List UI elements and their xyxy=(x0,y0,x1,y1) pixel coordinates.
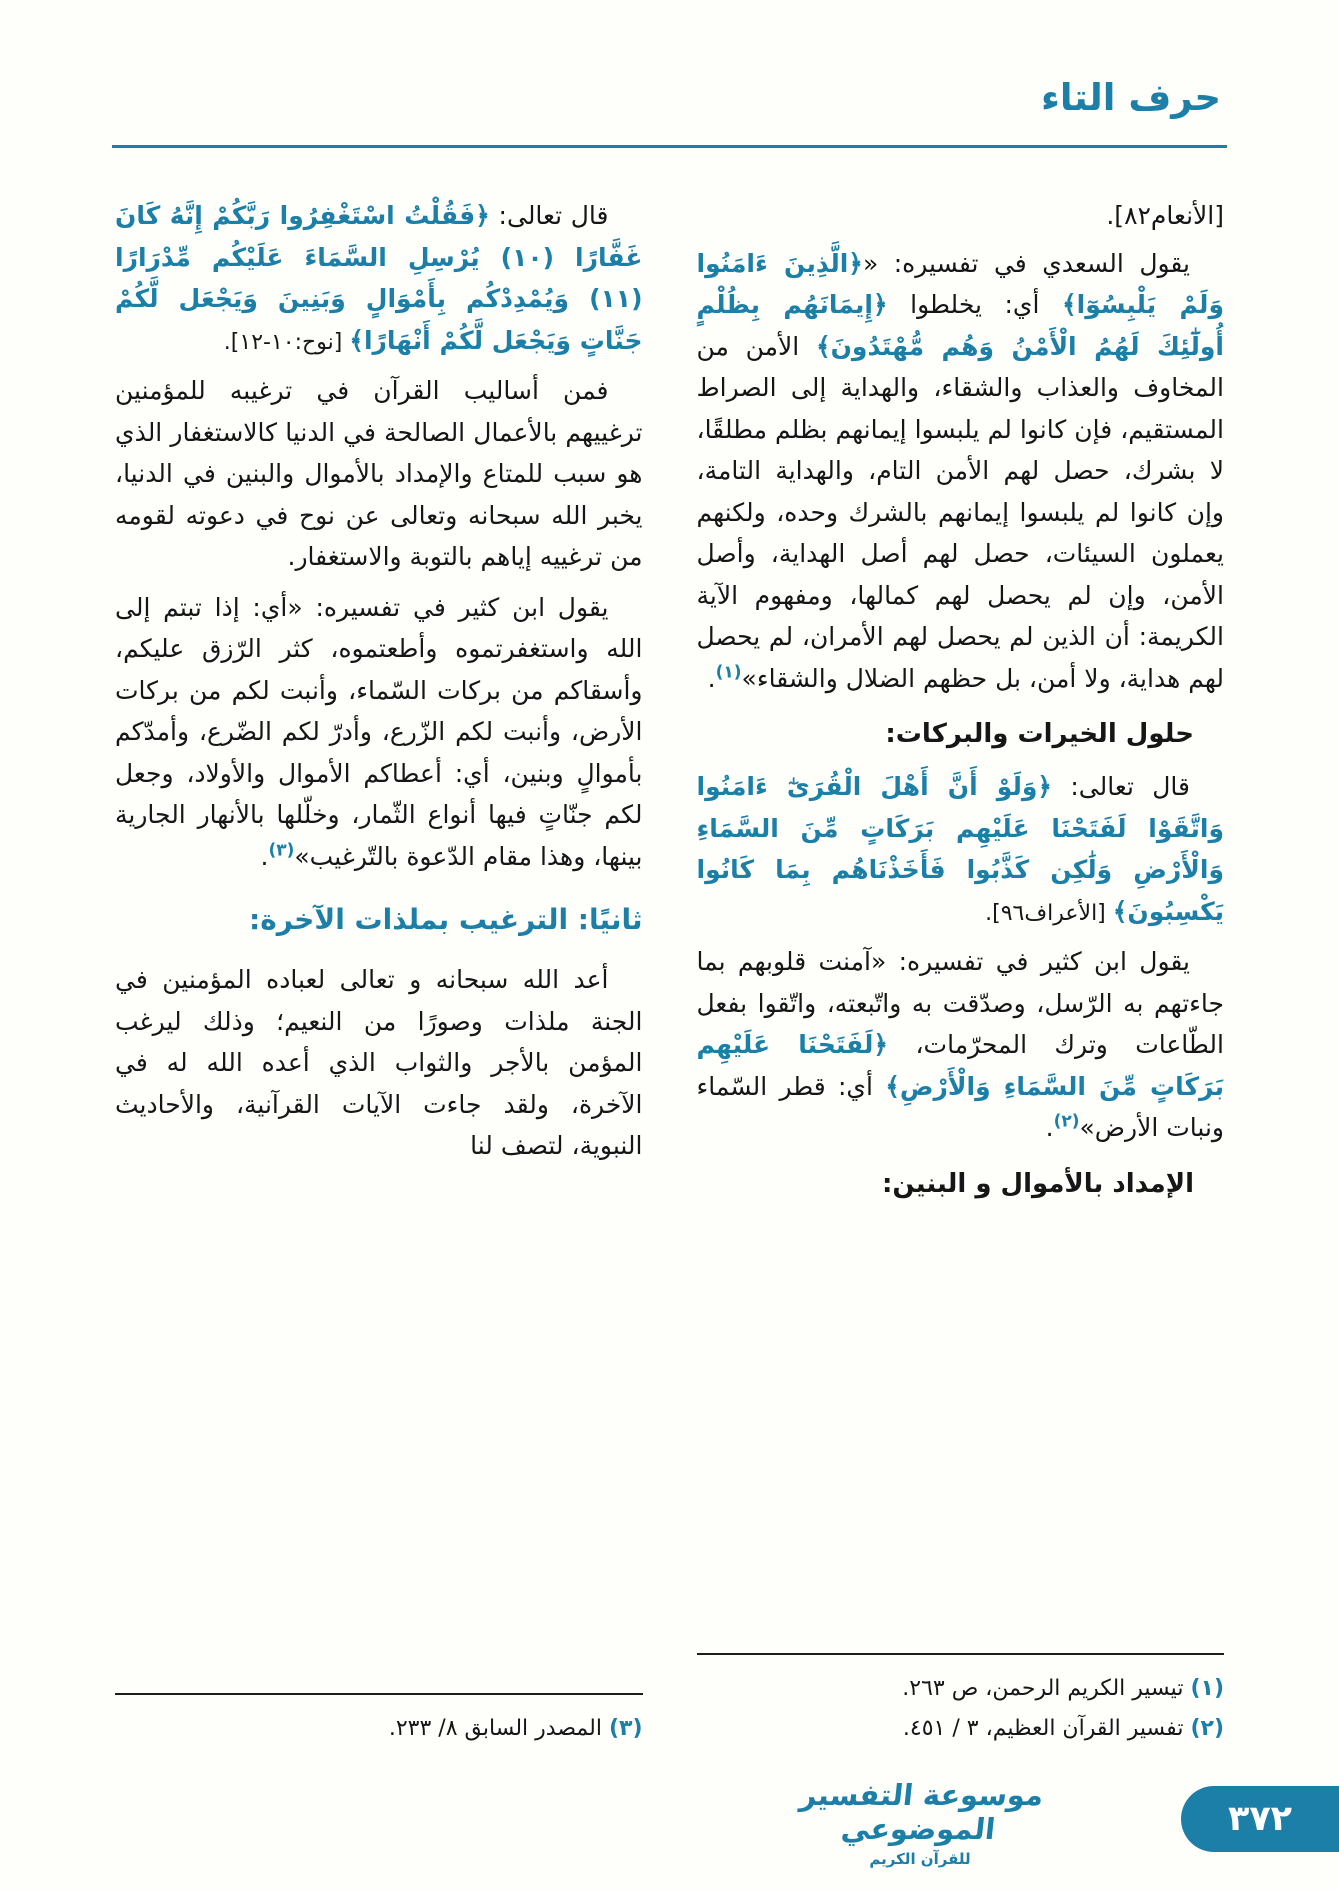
page-number-badge xyxy=(1181,1786,1339,1852)
paradise-paragraph xyxy=(115,959,643,1167)
header-rule xyxy=(112,145,1227,148)
section-heading-blessings xyxy=(697,713,1225,756)
text-run: . xyxy=(260,841,269,871)
araf-verse xyxy=(697,766,1225,932)
chapter-header xyxy=(1041,76,1221,119)
text-run: قال تعالى: xyxy=(489,201,609,230)
publisher-logo-text: موسوعة التفسير الموضوعي xyxy=(798,1778,1046,1846)
text-run: يقول السعدي في تفسيره: « xyxy=(862,248,1191,278)
footnote-marker: (١) xyxy=(1190,1675,1224,1701)
chapter-title: حرف التاء xyxy=(1040,76,1221,119)
footnote-text: تفسير القرآن العظيم، ٣ / ٤٥١. xyxy=(902,1716,1191,1742)
encouragement-paragraph xyxy=(115,370,643,578)
footnote-list xyxy=(697,1669,1225,1750)
text-run: فمن أساليب القرآن في ترغيبه للمؤمنين ترغييهم بالأعمال الصالحة في الدنيا كالاستغفار الذي هو سبب للمتاع والإمداد بالأموال والبنين في الدنيا، يخبر الله سبحانه وتعالى عن نوح في دعوته لقومه من ترغييه إياهم بالتوبة والاستغفار. xyxy=(115,376,643,572)
right-footnotes xyxy=(697,1653,1225,1750)
quran-verse: ﴿فَقُلْتُ اسْتَغْفِرُوا رَبَّكُمْ إِنَّهُ كَانَ غَفَّارًا (١٠) يُرْسِلِ السَّمَاءَ عَلَيْكُم مِّدْرَارًا (١١) وَيُمْدِدْكُم بِأَمْوَالٍ وَبَنِينَ وَيَجْعَل لَّكُمْ جَنَّاتٍ وَيَجْعَل لَّكُمْ أَنْهَارًا﴾ xyxy=(115,201,643,355)
text-run: قال تعالى: xyxy=(1052,772,1190,802)
text-run: أي: قطر السّماء ونبات الأرض» xyxy=(696,1071,1224,1143)
text-run: يقول ابن كثير في تفسيره: «أي: إذا تبتم إلى الله واستغفرتموه وأطعتموه، كثر الرّزق عليكم، وأسقاكم من بركات السّماء، وأنبت لكم من بركات الأرض، وأنبت لكم الزّرع، وأدرّ لكم الضّرع، وأمدّكم بأموالٍ وبنين، أي: أعطاكم الأموال والأولاد، وجعل لكم جنّاتٍ فيها أنواع الثّمار، وخلّلها بالأنهار الجارية بينها، وهذا مقام الدّعوة بالتّرغيب» xyxy=(115,592,643,871)
page-number: ٣٧٢ xyxy=(1227,1799,1293,1839)
text-run: أي: يخلطوا xyxy=(887,290,1062,319)
text-run: الأمن من المخاوف والعذاب والشقاء، والهداية إلى الصراط المستقيم، فإن كانوا لم يلبسوا إيمانهم بظلم مطلقًا، لا بشرك، حصل لهم الأمن التام، والهداية التامة، وإن كانوا لم يلبسوا إيمانهم بالشرك وحده، ولكنهم يعملون السيئات، حصل لهم أصل الهداية، وأصل الأمن، وإن لم يحصل لهم كمالها، ومفهوم الآية الكريمة: أن الذين لم يحصل لهم الأمران، لم يحصل لهم هداية، ولا أمن، بل حظهم الضلال والشقاء» xyxy=(696,331,1224,693)
verse-reference xyxy=(697,195,1225,237)
text-run: يقول ابن كثير في تفسيره: «آمنت قلوبهم بما جاءتهم به الرّسل، وصدّقت به واتّبعته، واتّقوا بفعل الطّاعات وترك المحرّمات، xyxy=(696,947,1224,1060)
footnote-marker: (٣) xyxy=(608,1716,643,1742)
nuh-verse xyxy=(115,195,643,361)
verse-reference: [نوح:١٠-١٢]. xyxy=(223,329,350,355)
section-heading-provision xyxy=(697,1163,1225,1206)
ibn-kathir-commentary xyxy=(697,941,1225,1149)
quran-verse: ﴿إِيمَانَهُم بِظُلْمٍ أُولَٰٓئِكَ لَهُمُ الْأَمْنُ وَهُم مُّهْتَدُونَ﴾ xyxy=(696,290,1224,361)
section-heading-hereafter xyxy=(115,897,643,943)
left-footnotes xyxy=(115,1693,643,1750)
right-column xyxy=(697,195,1225,1750)
publisher-logo xyxy=(785,1778,1055,1868)
footnote-ref: (١) xyxy=(715,662,742,683)
footnote-ref: (٢) xyxy=(1053,1111,1080,1132)
publisher-logo-subtext: للقرآن الكريم xyxy=(869,1850,971,1868)
text-run: حلول الخيرات والبركات: xyxy=(885,719,1194,749)
text-run: أعد الله سبحانه و تعالى لعباده المؤمنين في الجنة ملذات وصورًا من النعيم؛ وذلك ليرغب المؤمن بالأجر والثواب الذي أعده الله له في الآخرة، ولقد جاءت الآيات القرآنية، والأحاديث النبوية، لتصف لنا xyxy=(115,965,643,1161)
text-run: الإمداد بالأموال و البنين: xyxy=(881,1168,1194,1199)
text-run: ثانيًا: الترغيب بملذات الآخرة: xyxy=(249,903,643,937)
quran-verse: ﴿الَّذِينَ ءَامَنُوا وَلَمْ يَلْبِسُوٓا﴾ xyxy=(696,248,1224,319)
footnote-list xyxy=(115,1709,643,1750)
saadi-commentary xyxy=(697,243,1225,700)
footnote xyxy=(697,1669,1225,1710)
footnote-separator xyxy=(115,1693,643,1695)
quran-verse: ﴿لَفَتَحْنَا عَلَيْهِم بَرَكَاتٍ مِّنَ السَّمَاءِ وَالْأَرْضِ﴾ xyxy=(696,1030,1224,1101)
footnote xyxy=(115,1709,643,1750)
footnote-marker: (٢) xyxy=(1190,1716,1224,1742)
footnote-separator xyxy=(697,1653,1225,1655)
quran-verse: ﴿وَلَوْ أَنَّ أَهْلَ الْقُرَىٰٓ ءَامَنُوا وَاتَّقَوْا لَفَتَحْنَا عَلَيْهِم بَرَكَاتٍ مِّنَ السَّمَاءِ وَالْأَرْضِ وَلَٰكِن كَذَّبُوا فَأَخَذْنَاهُم بِمَا كَانُوا يَكْسِبُونَ﴾ xyxy=(696,772,1224,926)
footnote-text: تيسير الكريم الرحمن، ص ٢٦٣. xyxy=(902,1675,1191,1701)
text-run: . xyxy=(1045,1113,1054,1143)
footnote xyxy=(697,1709,1225,1750)
page-content xyxy=(115,195,1224,1750)
footnote-ref: (٣) xyxy=(268,840,295,861)
text-run: [الأنعام٨٢]. xyxy=(1106,201,1224,230)
footnote-text: المصدر السابق ٨/ ٢٣٣. xyxy=(388,1716,609,1742)
verse-reference: [الأعراف٩٦]. xyxy=(985,900,1113,926)
right-column-text xyxy=(697,195,1225,1216)
text-run: . xyxy=(707,663,716,693)
left-column xyxy=(115,195,643,1750)
left-column-text xyxy=(115,195,643,1176)
ibn-kathir-commentary-2 xyxy=(115,587,643,878)
